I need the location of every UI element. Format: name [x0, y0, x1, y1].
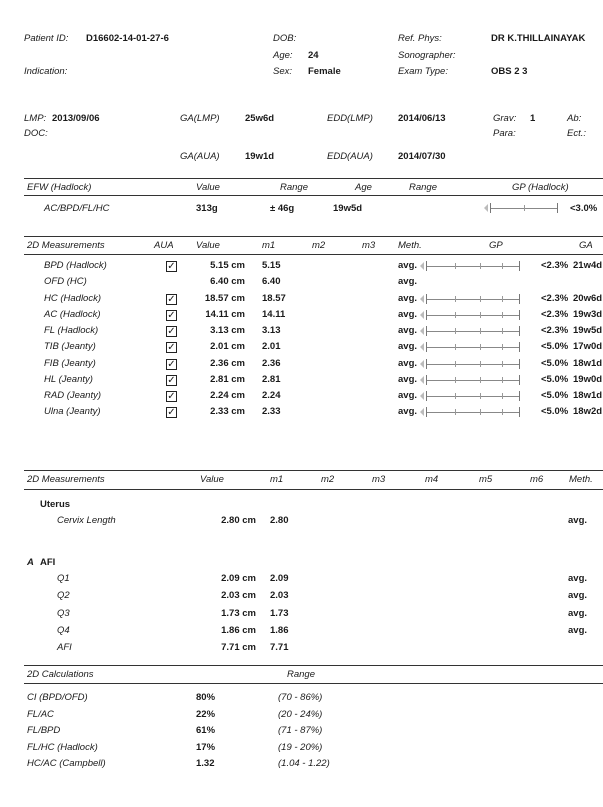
uterus-row-m1: 2.80: [270, 515, 289, 526]
gp-range-bar: [420, 310, 520, 320]
meas-m1: 14.11: [262, 308, 286, 320]
aua-checkbox[interactable]: ✓: [167, 374, 176, 386]
lmp-value: 2013/09/06: [52, 113, 100, 124]
meas-value: 14.11 cm: [205, 308, 245, 320]
calc-row-range: (71 - 87%): [278, 725, 323, 736]
meas-m1: 2.24: [262, 390, 281, 401]
meas-ga: 18w1d: [573, 390, 603, 401]
afi-group-prefix: A: [27, 557, 34, 568]
ga-lmp-value: 25w6d: [245, 113, 275, 124]
afi-row-value: 7.71 cm: [221, 642, 256, 653]
meas-header-m1: m1: [262, 240, 276, 251]
calc-row-range: (1.04 - 1.22): [278, 758, 330, 769]
ref-phys-label: Ref. Phys:: [398, 33, 442, 44]
aua-checkbox[interactable]: ✓: [167, 261, 176, 272]
afi-row-name: Q1: [57, 573, 70, 584]
gp-range-bar: [420, 359, 520, 369]
meas-gp: <2.3%: [541, 308, 569, 320]
lmp-label: LMP:: [24, 113, 47, 124]
afi-row-m1: 1.86: [270, 624, 289, 636]
meas2-header-m1: m1: [270, 474, 284, 485]
meas2-header-meth: Meth.: [569, 474, 593, 485]
age-label: Age:: [273, 50, 293, 61]
sonographer-label: Sonographer:: [398, 50, 456, 61]
calc-row-range: (70 - 86%): [278, 692, 323, 703]
meas-header-name: 2D Measurements: [27, 240, 105, 251]
meas-gp: <5.0%: [541, 357, 569, 369]
para-label: Para:: [493, 128, 516, 139]
ga-aua-label: GA(AUA): [180, 151, 220, 162]
meas-header-m2: m2: [312, 240, 326, 251]
meas2-header-m6: m6: [530, 474, 544, 485]
meas-ga: 17w0d: [573, 341, 603, 353]
meas-header-aua: AUA: [154, 240, 174, 251]
aua-checkbox[interactable]: ✓: [167, 293, 176, 305]
meas-ga: 21w4d: [573, 260, 603, 271]
divider: [24, 178, 603, 179]
meas-name: FIB (Jeanty): [44, 357, 96, 369]
afi-row-name: Q3: [57, 607, 70, 619]
afi-row-m1: 1.73: [270, 607, 289, 619]
meas-m1: 6.40: [262, 276, 281, 288]
meas-m1: 2.36: [262, 357, 281, 369]
gp-range-bar: [420, 261, 520, 271]
aua-checkbox[interactable]: ✓: [167, 391, 176, 402]
efw-row-age: 19w5d: [333, 203, 363, 214]
calc-row-value: 22%: [196, 708, 216, 720]
afi-row-m1: 2.03: [270, 590, 289, 602]
meas-meth: avg.: [398, 373, 418, 385]
meas-value: 2.36 cm: [210, 357, 245, 369]
afi-row-value: 1.73 cm: [221, 607, 256, 619]
doc-label: DOC:: [24, 128, 48, 139]
ref-phys-value: DR K.THILLAINAYAK: [491, 33, 586, 44]
efw-gp-bar: [484, 203, 558, 213]
meas-name: HL (Jeanty): [44, 373, 93, 385]
meas-value: 2.81 cm: [210, 373, 245, 385]
divider: [24, 236, 603, 237]
calc-header-range: Range: [287, 669, 315, 680]
calc-row-value: 17%: [196, 741, 216, 753]
calc-row-name: FL/BPD: [27, 725, 61, 736]
meas-meth: avg.: [398, 276, 418, 288]
patient-id-value: D16602-14-01-27-6: [86, 33, 169, 44]
meas-ga: 20w6d: [573, 292, 603, 304]
meas-ga: 18w2d: [573, 406, 603, 418]
exam-type-label: Exam Type:: [398, 66, 448, 77]
afi-row-value: 1.86 cm: [221, 624, 256, 636]
meas2-header-m2: m2: [321, 474, 335, 485]
meas-m1: 2.33: [262, 406, 281, 418]
divider: [24, 254, 603, 255]
meas-gp: <2.3%: [541, 260, 569, 271]
afi-row-m1: 2.09: [270, 573, 289, 584]
meas-header-gp: GP: [489, 240, 503, 251]
ect-label: Ect.:: [567, 128, 587, 139]
meas-name: BPD (Hadlock): [44, 260, 107, 271]
meas-meth: avg.: [398, 308, 418, 320]
meas-header-meth: Meth.: [398, 240, 422, 251]
divider: [24, 683, 603, 684]
efw-row-gp: <3.0%: [570, 203, 598, 214]
meas-meth: avg.: [398, 325, 418, 336]
afi-row-meth: avg.: [568, 590, 588, 602]
sex-label: Sex:: [273, 66, 293, 77]
afi-row-meth: avg.: [568, 607, 588, 619]
calc-row-range: (19 - 20%): [278, 741, 323, 753]
meas-ga: 18w1d: [573, 357, 603, 369]
afi-row-name: AFI: [57, 642, 72, 653]
meas2-header-value: Value: [200, 474, 224, 485]
uterus-row-meth: avg.: [568, 515, 588, 526]
calc-row-name: FL/AC: [27, 708, 54, 720]
gp-range-bar: [420, 326, 520, 336]
meas-name: OFD (HC): [44, 276, 87, 288]
edd-lmp-label: EDD(LMP): [327, 113, 373, 124]
calc-row-value: 1.32: [196, 758, 215, 769]
meas2-header-m3: m3: [372, 474, 386, 485]
aua-checkbox[interactable]: ✓: [167, 407, 176, 419]
gp-range-bar: [420, 294, 520, 304]
efw-row-value: 313g: [196, 203, 218, 214]
meas-m1: 5.15: [262, 260, 281, 271]
meas-meth: avg.: [398, 292, 418, 304]
meas-gp: <2.3%: [541, 325, 569, 336]
patient-id-label: Patient ID:: [24, 33, 69, 44]
efw-header-value: Value: [196, 182, 220, 193]
meas2-header-m4: m4: [425, 474, 439, 485]
calc-row-value: 80%: [196, 692, 216, 703]
calc-row-name: FL/HC (Hadlock): [27, 741, 98, 753]
uterus-group-label: Uterus: [40, 499, 71, 510]
age-value: 24: [308, 50, 319, 61]
afi-row-meth: avg.: [568, 573, 588, 584]
edd-lmp-value: 2014/06/13: [398, 113, 446, 124]
exam-type-value: OBS 2 3: [491, 66, 528, 77]
aua-checkbox[interactable]: ✓: [167, 309, 176, 321]
meas-meth: avg.: [398, 357, 418, 369]
grav-label: Grav:: [493, 113, 517, 124]
meas-name: FL (Hadlock): [44, 325, 99, 336]
ab-label: Ab:: [567, 113, 582, 124]
meas-gp: <5.0%: [541, 341, 569, 353]
meas-value: 2.01 cm: [210, 341, 245, 353]
ga-aua-value: 19w1d: [245, 151, 275, 162]
meas-meth: avg.: [398, 260, 418, 271]
meas-name: HC (Hadlock): [44, 292, 102, 304]
meas-value: 2.24 cm: [210, 390, 245, 401]
meas-name: AC (Hadlock): [44, 308, 101, 320]
efw-header-gp: GP (Hadlock): [512, 182, 569, 193]
meas-gp: <5.0%: [541, 390, 569, 401]
meas-value: 18.57 cm: [204, 292, 245, 304]
aua-checkbox[interactable]: ✓: [167, 358, 176, 370]
calc-row-range: (20 - 24%): [278, 708, 323, 720]
meas-ga: 19w5d: [573, 325, 603, 336]
meas-header-m3: m3: [362, 240, 376, 251]
afi-row-value: 2.03 cm: [221, 590, 256, 602]
aua-checkbox[interactable]: ✓: [167, 326, 176, 337]
afi-group-label: AFI: [40, 557, 56, 568]
meas2-header-name: 2D Measurements: [27, 474, 105, 485]
grav-value: 1: [530, 113, 536, 124]
edd-aua-value: 2014/07/30: [398, 151, 446, 162]
divider: [24, 489, 603, 490]
efw-header-range: Range: [280, 182, 308, 193]
afi-row-name: Q2: [57, 590, 70, 602]
efw-row-name: AC/BPD/FL/HC: [44, 203, 110, 214]
afi-row-meth: avg.: [568, 624, 588, 636]
divider: [24, 665, 603, 666]
dob-label: DOB:: [273, 33, 297, 44]
meas-ga: 19w0d: [573, 373, 603, 385]
meas-gp: <2.3%: [541, 292, 569, 304]
calc-row-name: CI (BPD/OFD): [27, 692, 88, 703]
divider: [24, 195, 603, 196]
gp-range-bar: [420, 391, 520, 401]
meas-name: TIB (Jeanty): [44, 341, 96, 353]
uterus-row-name: Cervix Length: [57, 515, 116, 526]
gp-range-bar: [420, 342, 520, 352]
afi-row-name: Q4: [57, 624, 70, 636]
meas-value: 5.15 cm: [210, 260, 245, 271]
meas-m1: 2.81: [262, 373, 281, 385]
indication-label: Indication:: [24, 66, 68, 77]
afi-row-m1: 7.71: [270, 642, 289, 653]
efw-header-age: Age: [355, 182, 372, 193]
uterus-row-value: 2.80 cm: [221, 515, 256, 526]
gp-range-bar: [420, 407, 520, 417]
meas-value: 6.40 cm: [210, 276, 245, 288]
meas-gp: <5.0%: [541, 373, 569, 385]
meas-value: 2.33 cm: [210, 406, 245, 418]
meas-value: 3.13 cm: [210, 325, 245, 336]
afi-row-value: 2.09 cm: [221, 573, 256, 584]
calc-header-name: 2D Calculations: [27, 669, 94, 680]
meas-header-ga: GA: [579, 240, 593, 251]
meas-m1: 3.13: [262, 325, 281, 336]
efw-row-range: ± 46g: [270, 203, 295, 214]
efw-header-range2: Range: [409, 182, 437, 193]
meas-m1: 2.01: [262, 341, 281, 353]
meas-name: RAD (Jeanty): [44, 390, 102, 401]
meas-name: Ulna (Jeanty): [44, 406, 101, 418]
meas-header-value: Value: [196, 240, 220, 251]
ga-lmp-label: GA(LMP): [180, 113, 220, 124]
sex-value: Female: [308, 66, 341, 77]
meas-ga: 19w3d: [573, 308, 603, 320]
aua-checkbox[interactable]: ✓: [167, 342, 176, 354]
meas-meth: avg.: [398, 406, 418, 418]
meas-gp: <5.0%: [541, 406, 569, 418]
meas-meth: avg.: [398, 341, 418, 353]
calc-row-name: HC/AC (Campbell): [27, 758, 106, 769]
calc-row-value: 61%: [196, 725, 216, 736]
meas2-header-m5: m5: [479, 474, 493, 485]
meas-m1: 18.57: [262, 292, 286, 304]
gp-range-bar: [420, 375, 520, 385]
efw-header-name: EFW (Hadlock): [27, 182, 92, 193]
meas-meth: avg.: [398, 390, 418, 401]
divider: [24, 470, 603, 471]
edd-aua-label: EDD(AUA): [327, 151, 373, 162]
